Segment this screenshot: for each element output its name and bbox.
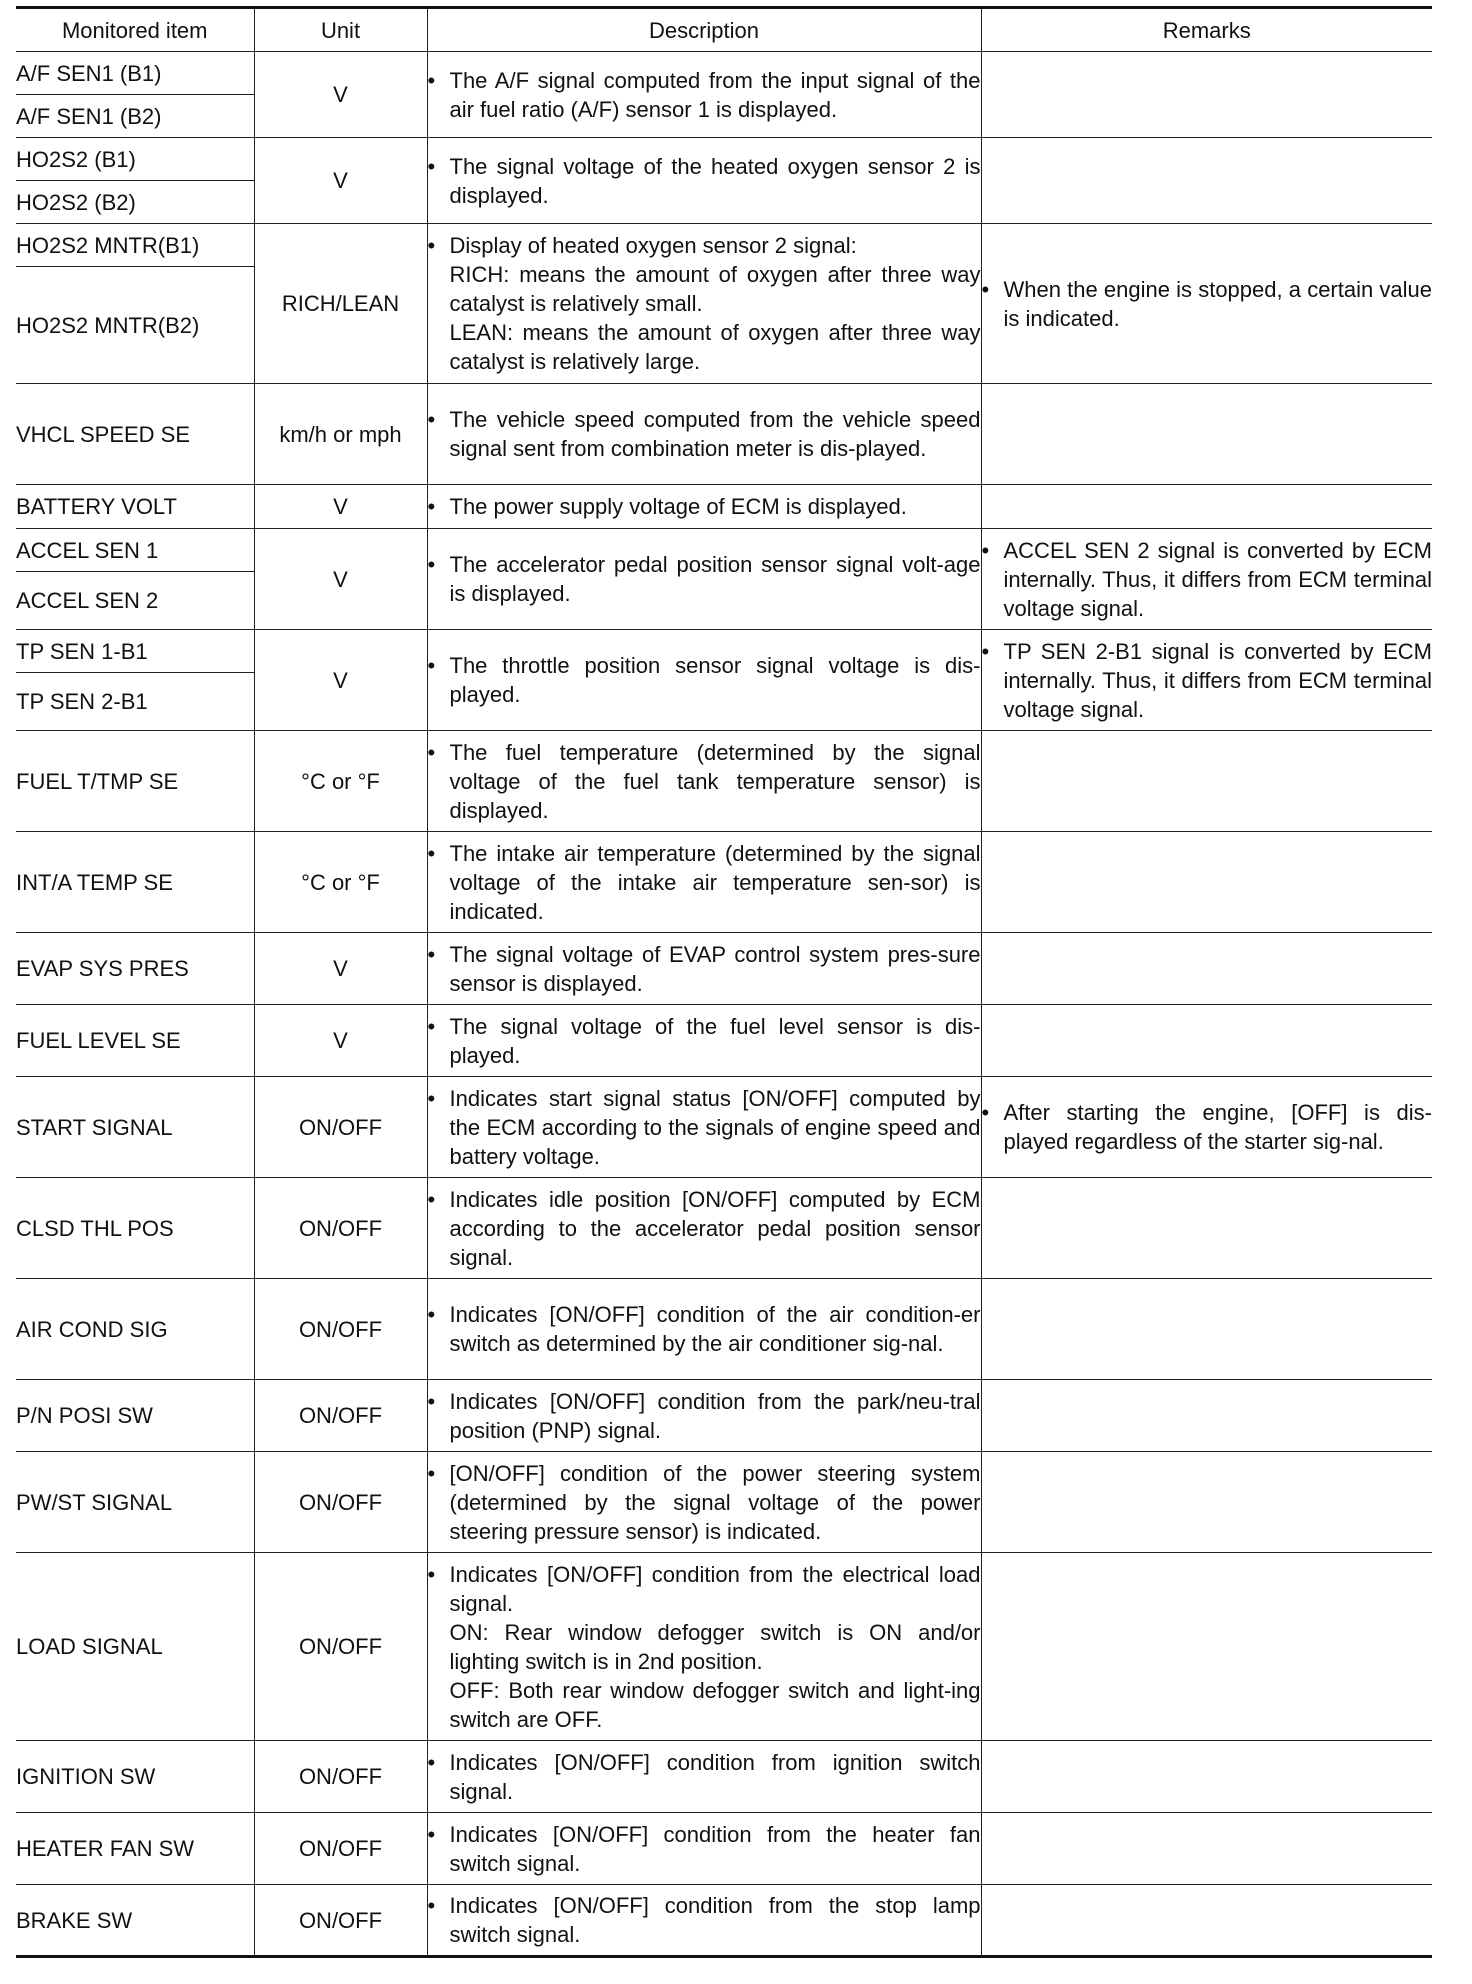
description-cell: • The signal voltage of EVAP control system pres-sure sensor is displayed. — [427, 933, 981, 1005]
item-cell: FUEL LEVEL SE — [16, 1005, 254, 1077]
remarks-cell: • After starting the engine, [OFF] is dis-played regardless of the starter sig-nal. — [981, 1077, 1432, 1178]
item-cell: VHCL SPEED SE — [16, 384, 254, 485]
item-cell: TP SEN 2-B1 — [16, 673, 254, 731]
item-cell: BATTERY VOLT — [16, 485, 254, 529]
description-text: The intake air temperature (determined by the signal voltage of the intake air temperature sen-sor) is indicated. — [449, 840, 981, 924]
remarks-cell: • When the engine is stopped, a certain value is indicated. — [981, 224, 1432, 384]
remarks-cell — [981, 485, 1432, 529]
remarks-cell — [981, 832, 1432, 933]
table-row — [16, 1553, 1432, 1741]
item-cell: IGNITION SW — [16, 1741, 254, 1813]
description-text: [ON/OFF] condition of the power steering system (determined by the signal voltage of the power steering pressure sensor) is indicated. — [449, 1460, 981, 1544]
table-row — [16, 52, 1432, 95]
item-cell: P/N POSI SW — [16, 1380, 254, 1452]
table-row — [16, 138, 1432, 181]
header-monitored-item: Monitored item — [16, 8, 254, 52]
remarks-cell: • ACCEL SEN 2 signal is converted by ECM internally. Thus, it differs from ECM terminal voltage signal. — [981, 529, 1432, 630]
description-cell: • Indicates [ON/OFF] condition from the stop lamp switch signal. — [427, 1885, 981, 1957]
unit-cell: V — [254, 138, 427, 224]
remarks-cell — [981, 1885, 1432, 1957]
item-cell: BRAKE SW — [16, 1885, 254, 1957]
remarks-cell — [981, 52, 1432, 138]
description-text: Indicates [ON/OFF] condition from ignition switch signal. — [449, 1749, 981, 1804]
monitor-item-table — [16, 6, 1432, 1958]
table-row — [16, 224, 1432, 267]
table-row — [16, 1279, 1432, 1380]
item-cell: EVAP SYS PRES — [16, 933, 254, 1005]
unit-cell: ON/OFF — [254, 1741, 427, 1813]
description-cell: • Indicates start signal status [ON/OFF] computed by the ECM according to the signals of engine speed and battery voltage. — [427, 1077, 981, 1178]
header-unit: Unit — [254, 8, 427, 52]
table-row — [16, 529, 1432, 572]
description-text: Indicates idle position [ON/OFF] computed by ECM according to the accelerator pedal position sensor signal. — [449, 1186, 981, 1270]
remarks-text: After starting the engine, [OFF] is dis-played regardless of the starter sig-nal. — [1003, 1100, 1432, 1154]
unit-cell: V — [254, 630, 427, 731]
table-row — [16, 1885, 1432, 1957]
description-text: The signal voltage of EVAP control system pres-sure sensor is displayed. — [449, 941, 981, 996]
unit-cell: °C or °F — [254, 731, 427, 832]
remarks-cell — [981, 933, 1432, 1005]
unit-cell: ON/OFF — [254, 1813, 427, 1885]
description-cell: • The A/F signal computed from the input signal of the air fuel ratio (A/F) sensor 1 is displayed. — [427, 52, 981, 138]
description-text: Display of heated oxygen sensor 2 signal: RICH: means the amount of oxygen after three way catalyst is relatively small. LEAN: means the amount of oxygen after three way catalyst is relatively large. — [449, 233, 981, 374]
remarks-cell — [981, 1279, 1432, 1380]
item-cell: HEATER FAN SW — [16, 1813, 254, 1885]
description-text: The power supply voltage of ECM is displayed. — [449, 494, 907, 519]
remarks-cell — [981, 1005, 1432, 1077]
unit-cell: ON/OFF — [254, 1885, 427, 1957]
unit-cell: ON/OFF — [254, 1279, 427, 1380]
description-cell: • The power supply voltage of ECM is displayed. — [427, 485, 981, 529]
description-text: The signal voltage of the fuel level sensor is dis-played. — [449, 1013, 981, 1068]
item-cell: LOAD SIGNAL — [16, 1553, 254, 1741]
item-cell: HO2S2 (B2) — [16, 181, 254, 224]
item-cell: ACCEL SEN 2 — [16, 572, 254, 630]
table-row — [16, 1452, 1432, 1553]
description-cell: • Indicates [ON/OFF] condition from ignition switch signal. — [427, 1741, 981, 1813]
table-row — [16, 1813, 1432, 1885]
description-cell: • Indicates [ON/OFF] condition from the park/neu-tral position (PNP) signal. — [427, 1380, 981, 1452]
description-cell: • The vehicle speed computed from the vehicle speed signal sent from combination meter is dis-played. — [427, 384, 981, 485]
item-cell: PW/ST SIGNAL — [16, 1452, 254, 1553]
description-text: Indicates [ON/OFF] condition from the stop lamp switch signal. — [449, 1893, 981, 1947]
remarks-cell — [981, 731, 1432, 832]
description-cell: • The signal voltage of the fuel level sensor is dis-played. — [427, 1005, 981, 1077]
table-row — [16, 1380, 1432, 1452]
remarks-cell — [981, 1178, 1432, 1279]
unit-cell: V — [254, 52, 427, 138]
unit-cell: V — [254, 933, 427, 1005]
unit-cell: ON/OFF — [254, 1452, 427, 1553]
item-cell: AIR COND SIG — [16, 1279, 254, 1380]
remarks-cell — [981, 1553, 1432, 1741]
description-text: The throttle position sensor signal voltage is dis-played. — [449, 653, 981, 707]
item-cell: START SIGNAL — [16, 1077, 254, 1178]
unit-cell: °C or °F — [254, 832, 427, 933]
description-cell: • Indicates [ON/OFF] condition from the heater fan switch signal. — [427, 1813, 981, 1885]
unit-cell: V — [254, 529, 427, 630]
description-text: The accelerator pedal position sensor signal volt-age is displayed. — [449, 552, 981, 606]
unit-cell: ON/OFF — [254, 1553, 427, 1741]
unit-cell: ON/OFF — [254, 1380, 427, 1452]
description-cell: • The accelerator pedal position sensor signal volt-age is displayed. — [427, 529, 981, 630]
description-text: The signal voltage of the heated oxygen sensor 2 is displayed. — [449, 153, 981, 208]
item-cell: ACCEL SEN 1 — [16, 529, 254, 572]
table-row — [16, 485, 1432, 529]
header-description: Description — [427, 8, 981, 52]
item-cell: HO2S2 MNTR(B2) — [16, 267, 254, 384]
remarks-cell — [981, 1741, 1432, 1813]
item-cell: TP SEN 1-B1 — [16, 630, 254, 673]
unit-cell: V — [254, 1005, 427, 1077]
item-cell: HO2S2 (B1) — [16, 138, 254, 181]
table-row — [16, 384, 1432, 485]
description-cell: • [ON/OFF] condition of the power steering system (determined by the signal voltage of the power steering pressure sensor) is indicated. — [427, 1452, 981, 1553]
description-cell: • The intake air temperature (determined by the signal voltage of the intake air temperature sen-sor) is indicated. — [427, 832, 981, 933]
remarks-text: When the engine is stopped, a certain value is indicated. — [1003, 276, 1432, 331]
description-text: The vehicle speed computed from the vehicle speed signal sent from combination meter is dis-played. — [449, 407, 981, 461]
description-cell: • Indicates idle position [ON/OFF] computed by ECM according to the accelerator pedal position sensor signal. — [427, 1178, 981, 1279]
item-cell: CLSD THL POS — [16, 1178, 254, 1279]
remarks-cell — [981, 1380, 1432, 1452]
table-row — [16, 832, 1432, 933]
unit-cell: RICH/LEAN — [254, 224, 427, 384]
unit-cell: km/h or mph — [254, 384, 427, 485]
unit-cell: ON/OFF — [254, 1077, 427, 1178]
table-row — [16, 1741, 1432, 1813]
description-text: Indicates [ON/OFF] condition from the electrical load signal. ON: Rear window defogger switch is ON and/or lighting switch is in 2nd position. OFF: Both rear window defogger switch and light-ing switch are OFF. — [449, 1561, 981, 1732]
description-cell: • The signal voltage of the heated oxygen sensor 2 is displayed. — [427, 138, 981, 224]
description-text: Indicates [ON/OFF] condition of the air condition-er switch as determined by the air conditioner sig-nal. — [449, 1302, 981, 1356]
description-cell: • Indicates [ON/OFF] condition of the air condition-er switch as determined by the air conditioner sig-nal. — [427, 1279, 981, 1380]
remarks-text: ACCEL SEN 2 signal is converted by ECM internally. Thus, it differs from ECM terminal voltage signal. — [1003, 537, 1432, 621]
unit-cell: ON/OFF — [254, 1178, 427, 1279]
description-cell: • The throttle position sensor signal voltage is dis-played. — [427, 630, 981, 731]
item-cell: A/F SEN1 (B2) — [16, 95, 254, 138]
header-remarks: Remarks — [981, 8, 1432, 52]
description-cell: • The fuel temperature (determined by the signal voltage of the fuel tank temperature sensor) is displayed. — [427, 731, 981, 832]
remarks-cell — [981, 384, 1432, 485]
remarks-cell — [981, 138, 1432, 224]
unit-cell: V — [254, 485, 427, 529]
description-text: Indicates [ON/OFF] condition from the heater fan switch signal. — [449, 1821, 981, 1876]
table-row — [16, 731, 1432, 832]
description-cell: • Display of heated oxygen sensor 2 signal: RICH: means the amount of oxygen after three way catalyst is relatively small. LEAN: means the amount of oxygen after three way catalyst is relatively large. — [427, 224, 981, 384]
remarks-cell: • TP SEN 2-B1 signal is converted by ECM internally. Thus, it differs from ECM terminal voltage signal. — [981, 630, 1432, 731]
item-cell: INT/A TEMP SE — [16, 832, 254, 933]
item-cell: A/F SEN1 (B1) — [16, 52, 254, 95]
item-cell: HO2S2 MNTR(B1) — [16, 224, 254, 267]
table-row — [16, 1077, 1432, 1178]
description-text: Indicates start signal status [ON/OFF] computed by the ECM according to the signals of engine speed and battery voltage. — [449, 1085, 981, 1169]
description-text: The A/F signal computed from the input signal of the air fuel ratio (A/F) sensor 1 is displayed. — [449, 67, 981, 122]
description-text: The fuel temperature (determined by the signal voltage of the fuel tank temperature sensor) is displayed. — [449, 739, 981, 823]
table-row — [16, 1005, 1432, 1077]
item-cell: FUEL T/TMP SE — [16, 731, 254, 832]
remarks-cell — [981, 1452, 1432, 1553]
table-row — [16, 933, 1432, 1005]
description-cell: • Indicates [ON/OFF] condition from the electrical load signal. ON: Rear window defogger switch is ON and/or lighting switch is in 2nd position. OFF: Both rear window defogger switch and light-ing switch are OFF. — [427, 1553, 981, 1741]
table-header-row — [16, 8, 1432, 52]
table-row — [16, 1178, 1432, 1279]
remarks-cell — [981, 1813, 1432, 1885]
table-row — [16, 630, 1432, 673]
remarks-text: TP SEN 2-B1 signal is converted by ECM internally. Thus, it differs from ECM terminal voltage signal. — [1003, 638, 1432, 722]
description-text: Indicates [ON/OFF] condition from the park/neu-tral position (PNP) signal. — [449, 1388, 981, 1443]
